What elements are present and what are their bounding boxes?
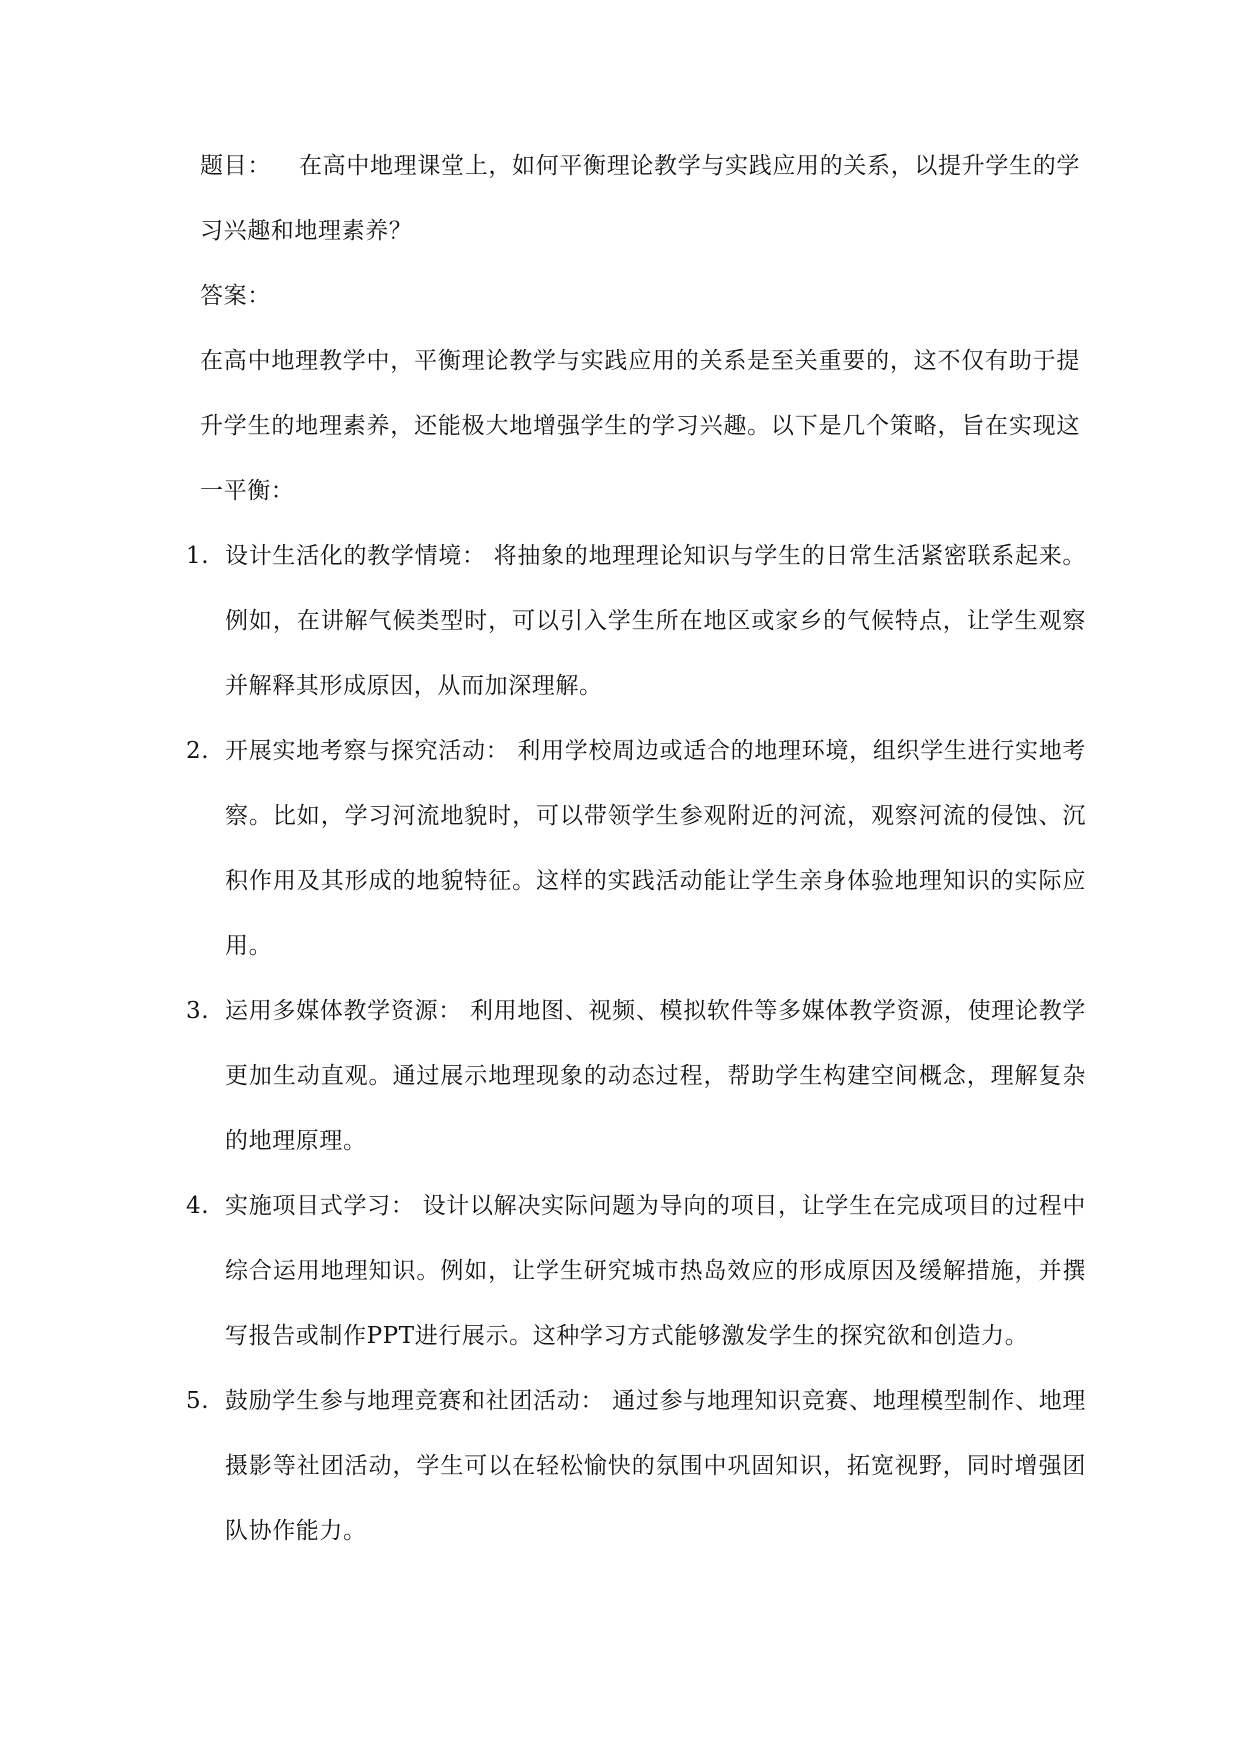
answer-intro: 在高中地理教学中，平衡理论教学与实践应用的关系是至关重要的，这不仅有助于提升学生的地理素养，还能极大地增强学生的学习兴趣。以下是几个策略，旨在实现这一平衡： xyxy=(200,348,1080,504)
item-title: 实施项目式学习： xyxy=(225,1193,415,1219)
list-item xyxy=(186,1174,1086,1369)
item-body: 利用学校周边或适合的地理环境，组织学生进行实地考察。比如，学习河流地貌时，可以带领学生参观附近的河流，观察河流的侵蚀、沉积作用及其形成的地貌特征。这样的实践活动能让学生亲身体验地理知识的实际应用。 xyxy=(225,738,1087,959)
item-title: 设计生活化的教学情境： xyxy=(225,543,486,569)
list-number: 5. xyxy=(186,1388,210,1414)
question-text: 在高中地理课堂上，如何平衡理论教学与实践应用的关系，以提升学生的学习兴趣和地理素养？ xyxy=(200,153,1080,244)
list-number: 1. xyxy=(186,543,210,569)
item-body: 设计以解决实际问题为导向的项目，让学生在完成项目的过程中综合运用地理知识。例如，让学生研究城市热岛效应的形成原因及缓解措施，并撰写报告或制作PPT进行展示。这种学习方式能够激发学生的探究欲和创造力。 xyxy=(225,1193,1086,1349)
item-body: 通过参与地理知识竞赛、地理模型制作、地理摄影等社团活动，学生可以在轻松愉快的氛围中巩固知识，拓宽视野，同时增强团队协作能力。 xyxy=(225,1388,1086,1544)
item-body: 将抽象的地理理论知识与学生的日常生活紧密联系起来。例如，在讲解气候类型时，可以引入学生所在地区或家乡的气候特点，让学生观察并解释其形成原因，从而加深理解。 xyxy=(225,543,1086,699)
question-paragraph xyxy=(200,134,1080,264)
question-label: 题目： xyxy=(200,153,272,179)
list-item xyxy=(186,524,1086,719)
list-number: 4. xyxy=(186,1193,210,1219)
answer-label: 答案： xyxy=(200,283,271,309)
list-number: 3. xyxy=(186,998,210,1024)
strategy-list xyxy=(186,524,1086,1564)
item-body: 利用地图、视频、模拟软件等多媒体教学资源，使理论教学更加生动直观。通过展示地理现象的动态过程，帮助学生构建空间概念，理解复杂的地理原理。 xyxy=(225,998,1086,1154)
item-title: 运用多媒体教学资源： xyxy=(225,998,462,1024)
list-item xyxy=(186,1369,1086,1564)
list-item xyxy=(186,979,1086,1174)
list-item xyxy=(186,719,1086,979)
item-title: 鼓励学生参与地理竞赛和社团活动： xyxy=(225,1388,605,1414)
list-number: 2. xyxy=(186,738,210,764)
item-title: 开展实地考察与探究活动： xyxy=(225,738,510,764)
